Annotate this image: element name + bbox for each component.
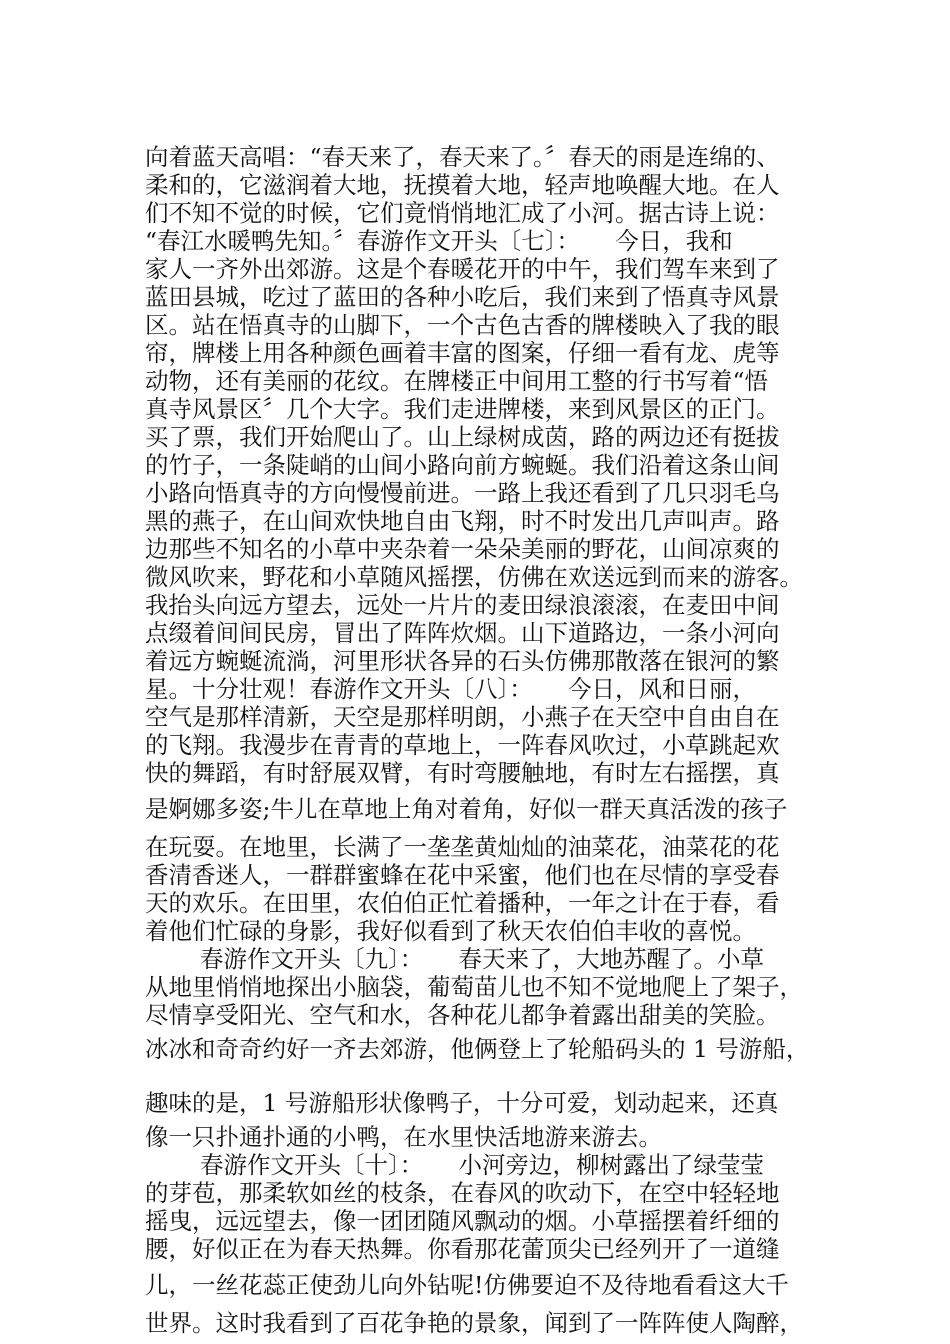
- text-line: 香清香迷人，一群群蜜蜂在花中采蜜，他们也在尽情的享受春: [145, 861, 780, 889]
- text-line: 柔和的，它滋润着大地，抚摸着大地，轻声地唤醒大地。在人: [145, 171, 780, 199]
- text-line: 边那些不知名的小草中夹杂着一朵朵美丽的野花，山间凉爽的: [145, 535, 780, 563]
- text-line: 我抬头向远方望去，远处一片片的麦田绿浪滚滚，在麦田中间: [145, 591, 780, 619]
- text-line: 蓝田县城，吃过了蓝田的各种小吃后，我们来到了悟真寺风景: [145, 283, 780, 311]
- text-line: 点缀着间间民房，冒出了阵阵炊烟。山下道路边，一条小河向: [145, 619, 780, 647]
- text-line: 向着蓝天高唱：“春天来了，春天来了。〞春天的雨是连绵的、: [145, 143, 780, 171]
- text-line: 帘，牌楼上用各种颜色画着丰富的图案，仔细一看有龙、虎等: [145, 339, 780, 367]
- text-line: 们不知不觉的时候，它们竟悄悄地汇成了小河。据古诗上说：: [145, 199, 780, 227]
- section-heading-line: 春游作文开头〔九〕： 春天来了，大地苏醒了。小草: [200, 945, 764, 973]
- section-heading-line: 春游作文开头〔十〕： 小河旁边，柳树露出了绿莹莹: [200, 1151, 764, 1179]
- text-line: 天的欢乐。在田里，农伯伯正忙着播种，一年之计在于春，看: [145, 889, 780, 917]
- text-line: 尽情享受阳光、空气和水，各种花儿都争着露出甜美的笑脸。: [145, 1001, 780, 1029]
- text-line: 冰冰和奇奇约好一齐去郊游，他俩登上了轮船码头的 1 号游船，: [145, 1035, 810, 1063]
- text-line: 世界。这时我看到了百花争艳的景象，闻到了一阵阵使人陶醉，: [145, 1309, 803, 1337]
- text-line: 像一只扑通扑通的小鸭，在水里快活地游来游去。: [145, 1123, 662, 1151]
- text-line: 空气是那样清新，天空是那样明朗，小燕子在天空中自由自在: [145, 703, 780, 731]
- text-line: 着远方蜿蜒流淌，河里形状各异的石头仿佛那散落在银河的繁: [145, 647, 780, 675]
- text-line: 动物，还有美丽的花纹。在牌楼正中间用工整的行书写着“悟: [145, 367, 769, 395]
- text-line: 买了票，我们开始爬山了。山上绿树成茵，路的两边还有挺拔: [145, 423, 780, 451]
- text-line: 星。十分壮观！春游作文开头〔八〕： 今日，风和日丽，: [145, 675, 756, 703]
- text-line: 小路向悟真寺的方向慢慢前进。一路上我还看到了几只羽毛乌: [145, 479, 780, 507]
- text-line: 从地里悄悄地探出小脑袋，葡萄苗儿也不知不觉地爬上了架子，: [145, 973, 803, 1001]
- text-line: 区。站在悟真寺的山脚下，一个古色古香的牌楼映入了我的眼: [145, 311, 780, 339]
- text-line: 儿，一丝花蕊正使劲儿向外钻呢!仿佛要迫不及待地看看这大千: [145, 1271, 789, 1299]
- text-line: 趣味的是，1 号游船形状像鸭子，十分可爱，划动起来，还真: [145, 1089, 779, 1117]
- text-line: 家人一齐外出郊游。这是个春暖花开的中午，我们驾车来到了: [145, 255, 780, 283]
- text-line: 黑的燕子，在山间欢快地自由飞翔，时不时发出几声叫声。路: [145, 507, 780, 535]
- text-line: 着他们忙碌的身影，我好似看到了秋天农伯伯丰收的喜悦。: [145, 917, 756, 945]
- text-line: 摇曳，远远望去，像一团团随风飘动的烟。小草摇摆着纤细的: [145, 1207, 780, 1235]
- text-line: 微风吹来，野花和小草随风摇摆，仿佛在欢送远到而来的游客。: [145, 563, 803, 591]
- text-line: 在玩耍。在地里，长满了一垄垄黄灿灿的油菜花，油菜花的花: [145, 833, 780, 861]
- text-line: “春江水暖鸭先知。〞春游作文开头〔七〕： 今日，我和: [145, 227, 733, 255]
- text-line: 是婀娜多姿;牛儿在草地上角对着角，好似一群天真活泼的孩子: [145, 795, 788, 823]
- text-line: 真寺风景区〞几个大字。我们走进牌楼，来到风景区的正门。: [145, 395, 780, 423]
- text-line: 的飞翔。我漫步在青青的草地上，一阵春风吹过，小草跳起欢: [145, 731, 780, 759]
- text-line: 腰，好似正在为春天热舞。你看那花蕾顶尖已经列开了一道缝: [145, 1235, 780, 1263]
- text-line: 的芽苞，那柔软如丝的枝条，在春风的吹动下，在空中轻轻地: [145, 1179, 780, 1207]
- text-line: 的竹子，一条陡峭的山间小路向前方蜿蜒。我们沿着这条山间: [145, 451, 780, 479]
- text-line: 快的舞蹈，有时舒展双臂，有时弯腰触地，有时左右摇摆，真: [145, 759, 780, 787]
